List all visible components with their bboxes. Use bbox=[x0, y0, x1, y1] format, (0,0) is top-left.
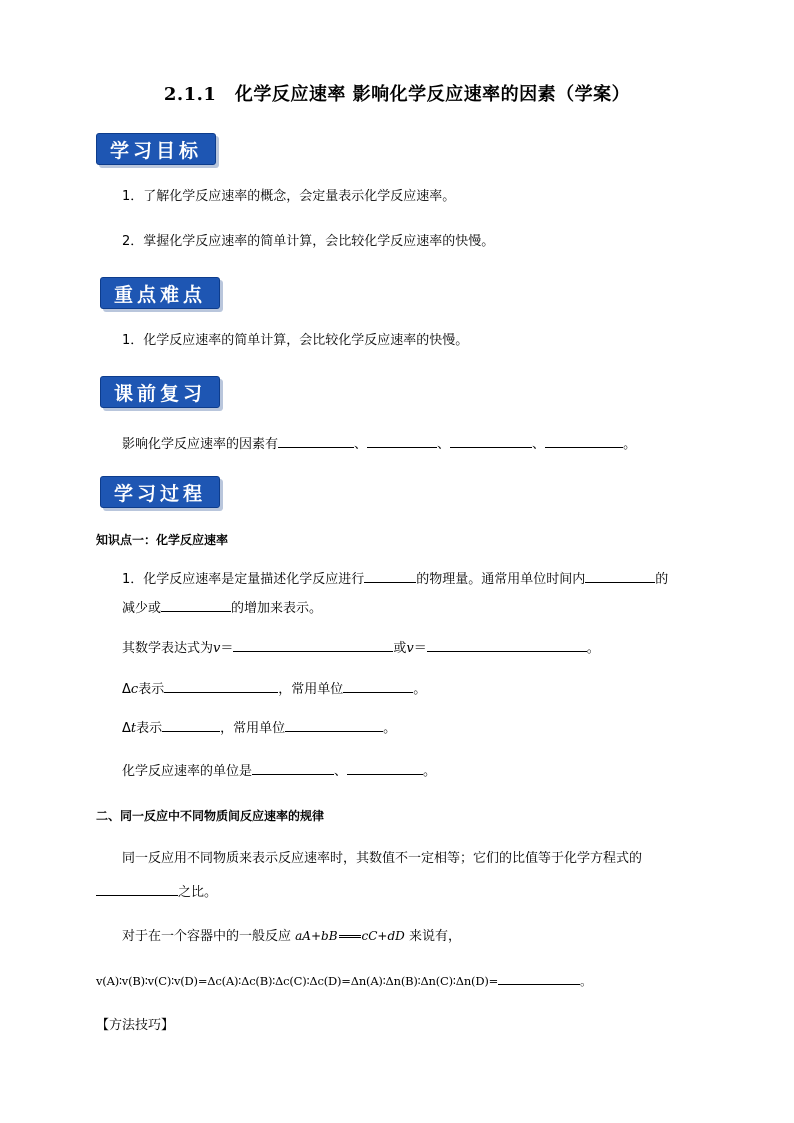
keypoint-item-1: 1．化学反应速率的简单计算，会比较化学反应速率的快慢。 bbox=[122, 333, 469, 348]
law-line-2: 之比。 bbox=[96, 881, 217, 903]
blank-ratio[interactable] bbox=[498, 970, 580, 985]
reaction-line: 对于在一个容器中的一般反应 aA+bB cC+dD 来说有， bbox=[122, 929, 461, 944]
knowledge-point-2-heading: 二、同一反应中不同物质间反应速率的规律 bbox=[96, 809, 325, 823]
process-badge: 学习过程 bbox=[100, 476, 220, 508]
blank-reactant[interactable] bbox=[585, 568, 655, 583]
objectives-badge: 学习目标 bbox=[96, 133, 216, 165]
review-badge: 课前复习 bbox=[100, 376, 220, 408]
delta-c-line: Δc表示 ，常用单位 。 bbox=[122, 678, 426, 700]
equals-sign bbox=[339, 935, 361, 938]
review-blank-3[interactable] bbox=[450, 433, 532, 448]
ratio-line: v(A)∶v(B)∶v(C)∶v(D)=Δc(A)∶Δc(B)∶Δc(C)∶Δc(D)=Δn(A)∶Δn(B)∶Δn(C)∶Δn(D)= 。 bbox=[96, 970, 591, 991]
blank-delta-t-unit[interactable] bbox=[285, 717, 383, 732]
delta-t-line: Δt表示 ，常用单位 。 bbox=[122, 717, 396, 739]
keypoints-badge: 重点难点 bbox=[100, 277, 220, 309]
blank-coefficients[interactable] bbox=[96, 881, 178, 896]
unit-line: 化学反应速率的单位是 、 。 bbox=[122, 760, 436, 782]
blank-expression-1[interactable] bbox=[233, 637, 393, 652]
blank-delta-t-meaning[interactable] bbox=[162, 717, 220, 732]
law-line-1: 同一反应用不同物质来表示反应速率时，其数值不一定相等；它们的比值等于化学方程式的 bbox=[122, 851, 643, 866]
blank-delta-c-meaning[interactable] bbox=[164, 678, 278, 693]
blank-expression-2[interactable] bbox=[427, 637, 587, 652]
blank-unit-2[interactable] bbox=[347, 760, 423, 775]
review-question: 影响化学反应速率的因素有 、 、 、 。 bbox=[122, 433, 636, 455]
definition-line-2: 减少或 的增加来表示。 bbox=[122, 597, 322, 619]
method-tips-heading: 【方法技巧】 bbox=[96, 1018, 175, 1033]
definition-line-1: 1．化学反应速率是定量描述化学反应进行 的物理量。通常用单位时间内 的 bbox=[122, 568, 668, 590]
blank-product[interactable] bbox=[161, 597, 231, 612]
expression-line: 其数学表达式为v＝ 或v＝ 。 bbox=[122, 637, 600, 659]
blank-delta-c-unit[interactable] bbox=[343, 678, 413, 693]
review-blank-2[interactable] bbox=[367, 433, 437, 448]
blank-describe[interactable] bbox=[364, 568, 416, 583]
review-blank-1[interactable] bbox=[278, 433, 354, 448]
blank-unit-1[interactable] bbox=[252, 760, 334, 775]
page-title: 2.1.1 化学反应速率 影响化学反应速率的因素（学案） bbox=[163, 84, 631, 105]
review-blank-4[interactable] bbox=[545, 433, 623, 448]
objective-item-2: 2．掌握化学反应速率的简单计算，会比较化学反应速率的快慢。 bbox=[122, 234, 495, 249]
knowledge-point-1-heading: 知识点一：化学反应速率 bbox=[96, 533, 229, 547]
objective-item-1: 1．了解化学反应速率的概念，会定量表示化学反应速率。 bbox=[122, 189, 456, 204]
